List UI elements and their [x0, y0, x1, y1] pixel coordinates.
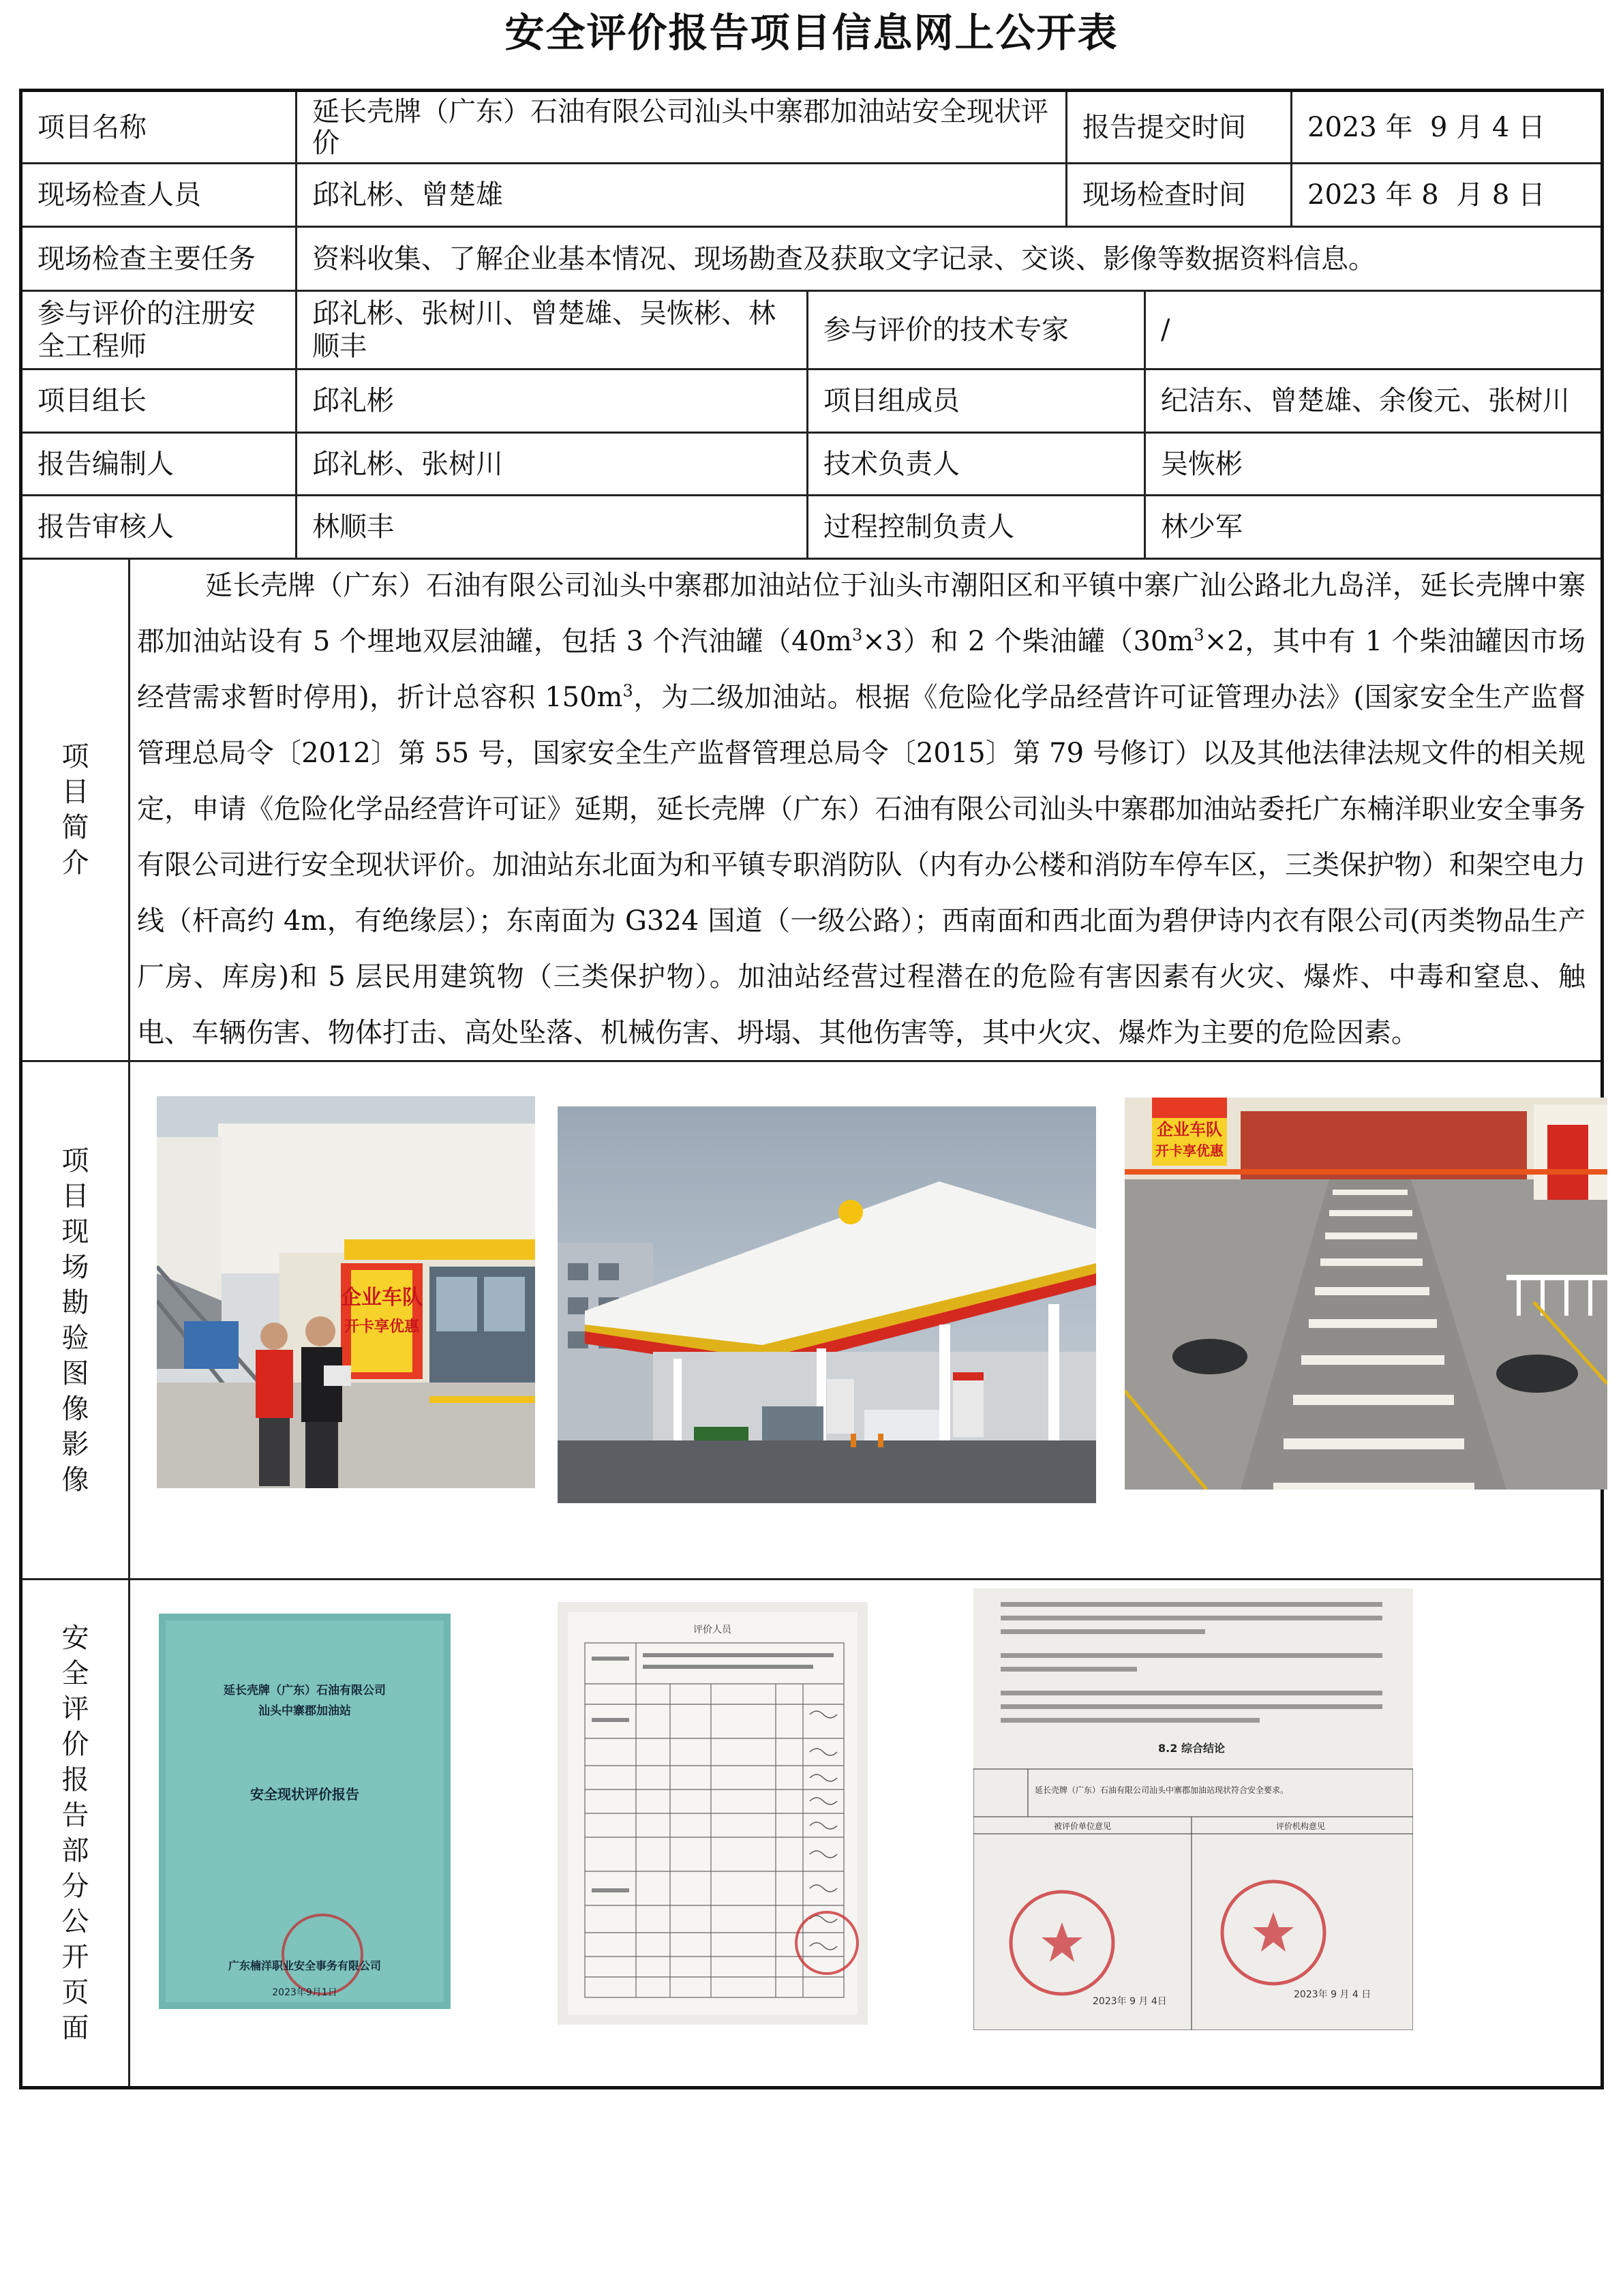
photo3-sign-text2: 开卡享优惠 — [1155, 1143, 1224, 1159]
label-main-task: 现场检查主要任务 — [37, 243, 256, 275]
photo3-sign-text: 企业车队 — [1157, 1120, 1222, 1139]
page3-col2: 评价机构意见 — [1275, 1822, 1326, 1831]
value-main-task: 资料收集、了解企业基本情况、现场勘查及获取文字记录、交谈、影像等数据资料信息。 — [312, 243, 1376, 275]
cover-date: 2023年9月1日 — [272, 1987, 337, 1998]
cover-org: 广东楠洋职业安全事务有限公司 — [228, 1959, 382, 1972]
label-submit-time: 报告提交时间 — [1082, 111, 1246, 143]
page-title: 安全评价报告项目信息网上公开表 — [504, 10, 1119, 56]
value-process-lead: 林少军 — [1161, 511, 1243, 543]
page3-col1: 被评价单位意见 — [1053, 1822, 1112, 1831]
value-compiler: 邱礼彬、张树川 — [312, 448, 503, 480]
label-engineers: 参与评价的注册安全工程师 — [37, 298, 256, 362]
label-members: 项目组成员 — [823, 385, 960, 417]
page2-title: 评价人员 — [693, 1625, 731, 1635]
label-tech-lead: 技术负责人 — [823, 448, 960, 480]
label-project-name: 项目名称 — [37, 111, 147, 143]
site-photo-forecourt — [1125, 1098, 1607, 1490]
label-reviewer: 报告审核人 — [37, 511, 174, 543]
page3-date2: 2023年 9 月 4 日 — [1294, 1989, 1371, 2000]
label-site-photos: 项目现场勘验图像影像 — [61, 1145, 89, 1496]
value-experts: / — [1161, 314, 1170, 346]
cover-station: 汕头中寨郡加油站 — [258, 1704, 351, 1718]
value-tech-lead: 吴恢彬 — [1161, 448, 1243, 480]
cover-title: 安全现状评价报告 — [250, 1786, 359, 1802]
report-personnel-page — [558, 1602, 868, 2025]
label-inspectors: 现场检查人员 — [37, 179, 201, 211]
site-photo-canopy — [558, 1106, 1096, 1503]
label-report-pages: 安全评价报告部分公开页面 — [61, 1622, 89, 2044]
value-reviewer: 林顺丰 — [312, 511, 394, 543]
label-compiler: 报告编制人 — [37, 448, 174, 480]
value-leader: 邱礼彬 — [312, 385, 394, 417]
page3-conclusion: 延长壳牌（广东）石油有限公司汕头中寨郡加油站现状符合安全要求。 — [1035, 1785, 1289, 1795]
label-inspect-time: 现场检查时间 — [1082, 179, 1246, 211]
page3-date1: 2023年 9 月 4日 — [1093, 1996, 1167, 2007]
site-photo-building — [157, 1096, 535, 1488]
page3-heading: 8.2 综合结论 — [1158, 1742, 1225, 1755]
value-inspect-time: 2023 年 8 月 8 日 — [1307, 179, 1545, 211]
value-project-name: 延长壳牌（广东）石油有限公司汕头中寨郡加油站安全现状评价 — [312, 95, 1048, 159]
value-members: 纪洁东、曾楚雄、余俊元、张树川 — [1161, 385, 1570, 417]
value-engineers: 邱礼彬、张树川、曾楚雄、吴恢彬、林顺丰 — [312, 298, 776, 362]
photo1-sign-text: 企业车队 — [341, 1286, 423, 1310]
label-intro: 项目简介 — [61, 741, 89, 879]
report-cover — [159, 1614, 451, 2009]
photo1-sign-text2: 开卡享优惠 — [344, 1318, 420, 1335]
info-table — [19, 89, 1604, 2089]
label-leader: 项目组长 — [37, 385, 147, 417]
label-experts: 参与评价的技术专家 — [823, 314, 1069, 346]
value-inspectors: 邱礼彬、曾楚雄 — [312, 179, 503, 211]
label-process-lead: 过程控制负责人 — [823, 511, 1014, 543]
cover-company: 延长壳牌（广东）石油有限公司 — [224, 1684, 386, 1697]
value-submit-time: 2023 年 9 月 4 日 — [1307, 111, 1545, 143]
intro-paragraph: 延长壳牌（广东）石油有限公司汕头中寨郡加油站位于汕头市潮阳区和平镇中寨广汕公路北九岛洋，延长壳牌中寨郡加油站设有 5 个埋地双层油罐，包括 3 个汽油罐$(40m^3\times 3)$和 2 个柴油罐（$30m^3\times 2$，其中有 1 个柴油罐因市场经营需求暂时停用)，折计总容积 $150m^3$，为二级加油站。根据《危险化学品经营许可证管理办法》(国家安全生产监督管理总局令〔2012〕第 55 号，国家安全生产监督管理总局令〔2015〕第 79 号修订）以及其他法律法规文件的相关规定，申请《危险化学品经营许可证》延期，延长壳牌（广东）石油有限公司汕头中寨郡加油站委托广东楠洋职业安全事务有限公司进行安全现状评价。加油站东北面为和平镇专职消防队（内有办公楼和消防车停车区，三类保护物）和架空电力线（杆高约 4m，有绝缘层）；东南面为 G324 国道（一级公路）；西南面和西北面为碧伊诗内衣有限公司(丙类物品生产厂房、库房)和 5 层民用建筑物（三类保护物）。加油站经营过程潜在的危险有害因素有火灾、爆炸、中毒和窒息、触电、车辆伤害、物体打击、高处坠落、机械伤害、坍塌、其他伤害等，其中火灾、爆炸为主要的危险因素。 — [137, 570, 1586, 1048]
report-conclusion-page — [973, 1588, 1413, 2030]
